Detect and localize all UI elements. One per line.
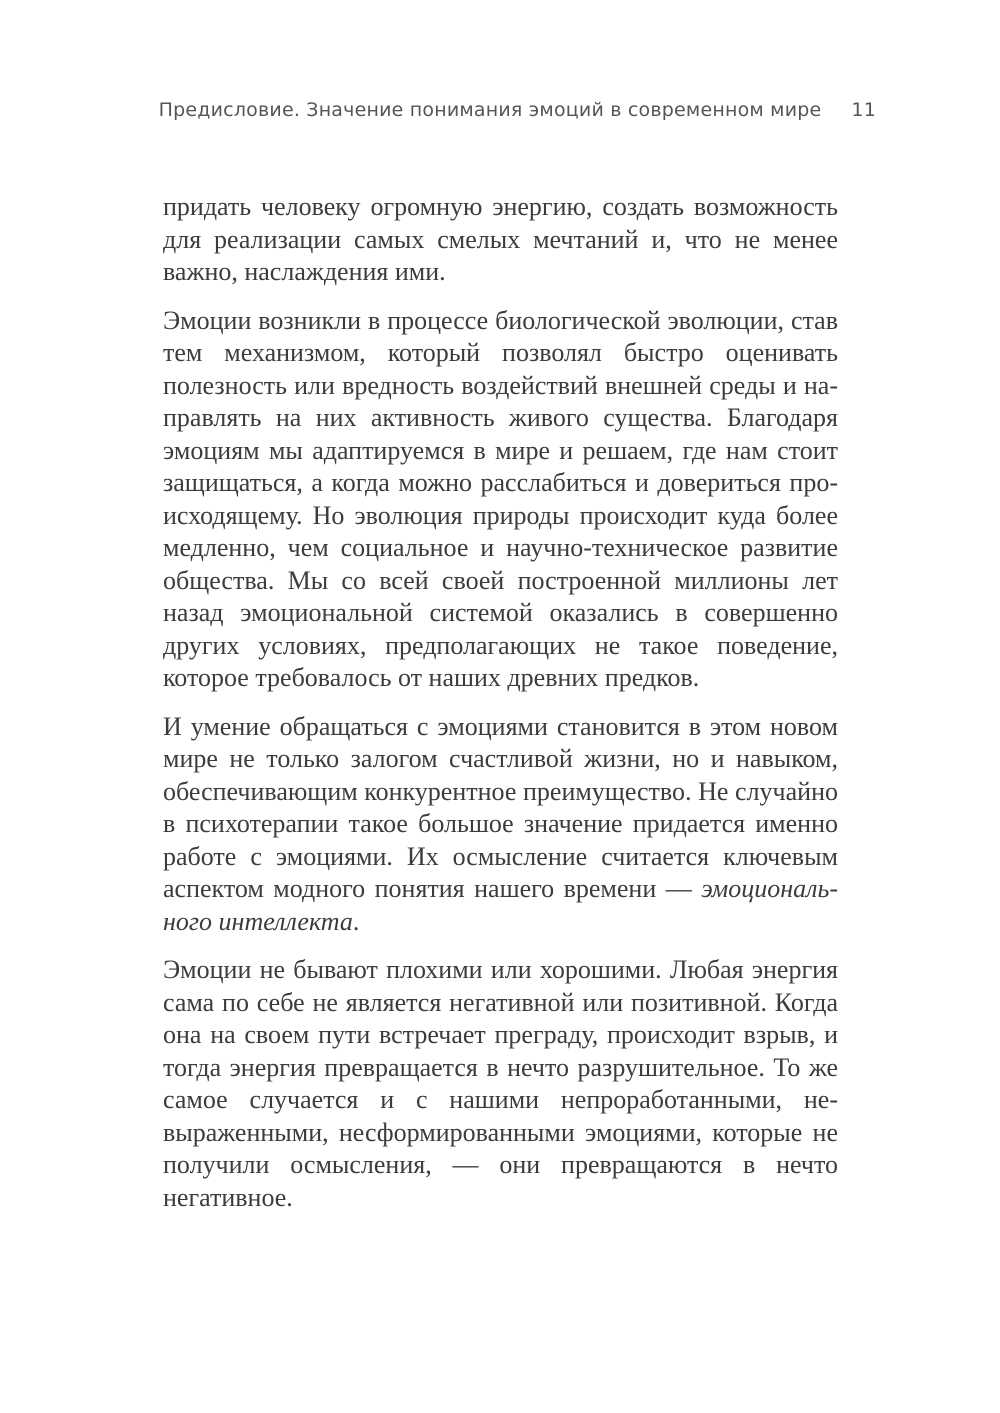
text-line: обеспечивающим конкурентное преимущество. Не случайно bbox=[163, 776, 838, 806]
text-line: не получили осмысления, — они превращаются в нечто bbox=[163, 1117, 839, 1179]
paragraph bbox=[163, 711, 838, 939]
text-line: в психотерапии такое большое значение придается именно bbox=[163, 809, 838, 838]
text-line: аспектом модного понятия нашего времени — bbox=[163, 874, 702, 903]
paragraph bbox=[163, 191, 838, 289]
paragraph bbox=[163, 954, 838, 1214]
main-text bbox=[163, 191, 838, 1230]
text-line: эмоциям мы адаптируемся в мире и решаем, где нам стоит bbox=[163, 435, 838, 465]
text-line: выраженными, несформированными эмоциями, которые bbox=[163, 1117, 803, 1147]
text-line: И умение обращаться с эмоциями становится в этом новом bbox=[163, 711, 838, 741]
text-line: и тогда энергия превращается в нечто разрушительное. bbox=[163, 1020, 839, 1082]
paragraph bbox=[163, 305, 838, 695]
text-line: Эмоции возникли в процессе биологической эволюции, bbox=[163, 305, 784, 335]
italic-term: ного интеллекта bbox=[163, 906, 353, 936]
italic-term: эмоциональ- bbox=[701, 874, 838, 903]
text-line: полезность или вредность воздействий внешней среды и на- bbox=[163, 370, 838, 400]
text-line: исходящему. Но эволюция природы происходит куда более bbox=[163, 500, 838, 530]
text-line: общества. Мы со всей своей построенной миллионы лет bbox=[163, 565, 838, 595]
text-line: назад эмоциональной системой оказались в совершенно bbox=[163, 598, 838, 627]
text-line: для реализации самых смелых мечтаний и, что не менее bbox=[163, 224, 838, 254]
text-line: защищаться, а когда можно расслабиться и довериться про- bbox=[163, 468, 838, 497]
text-line: медленно, чем социальное и научно-техническое развитие bbox=[163, 533, 838, 562]
text-line: других условиях, предполагающих не такое поведение, bbox=[163, 630, 838, 660]
text-line: сама по себе не является негативной или позитивной. Когда bbox=[163, 987, 838, 1017]
text-line: работе с эмоциями. Их осмысление считается ключевым bbox=[163, 841, 838, 871]
text-line: правлять на них активность живого существа. Благодаря bbox=[163, 403, 838, 432]
text-line: мире не только залогом счастливой жизни, но и навыком, bbox=[163, 744, 838, 773]
running-title: Предисловие. Значение понимания эмоций в современном мире bbox=[158, 99, 822, 121]
text-line: . bbox=[352, 906, 360, 936]
text-line: негативное. bbox=[163, 1182, 293, 1212]
text-line: которое требовалось от наших древних предков. bbox=[163, 663, 700, 692]
text-line: Эмоции не бывают плохими или хорошими. Любая энергия bbox=[163, 955, 838, 984]
text-line: То же самое случается и с нашими непроработанными, не- bbox=[163, 1052, 839, 1114]
text-line: важно, наслаждения ими. bbox=[163, 257, 446, 286]
running-header bbox=[158, 98, 876, 122]
text-line: став тем механизмом, который позволял быстро оценивать bbox=[163, 305, 838, 367]
text-line: она на своем пути встречает преграду, происходит взрыв, bbox=[163, 1020, 816, 1049]
text-line: придать человеку огромную энергию, создать возможность bbox=[163, 192, 838, 221]
page-number: 11 bbox=[851, 99, 876, 121]
